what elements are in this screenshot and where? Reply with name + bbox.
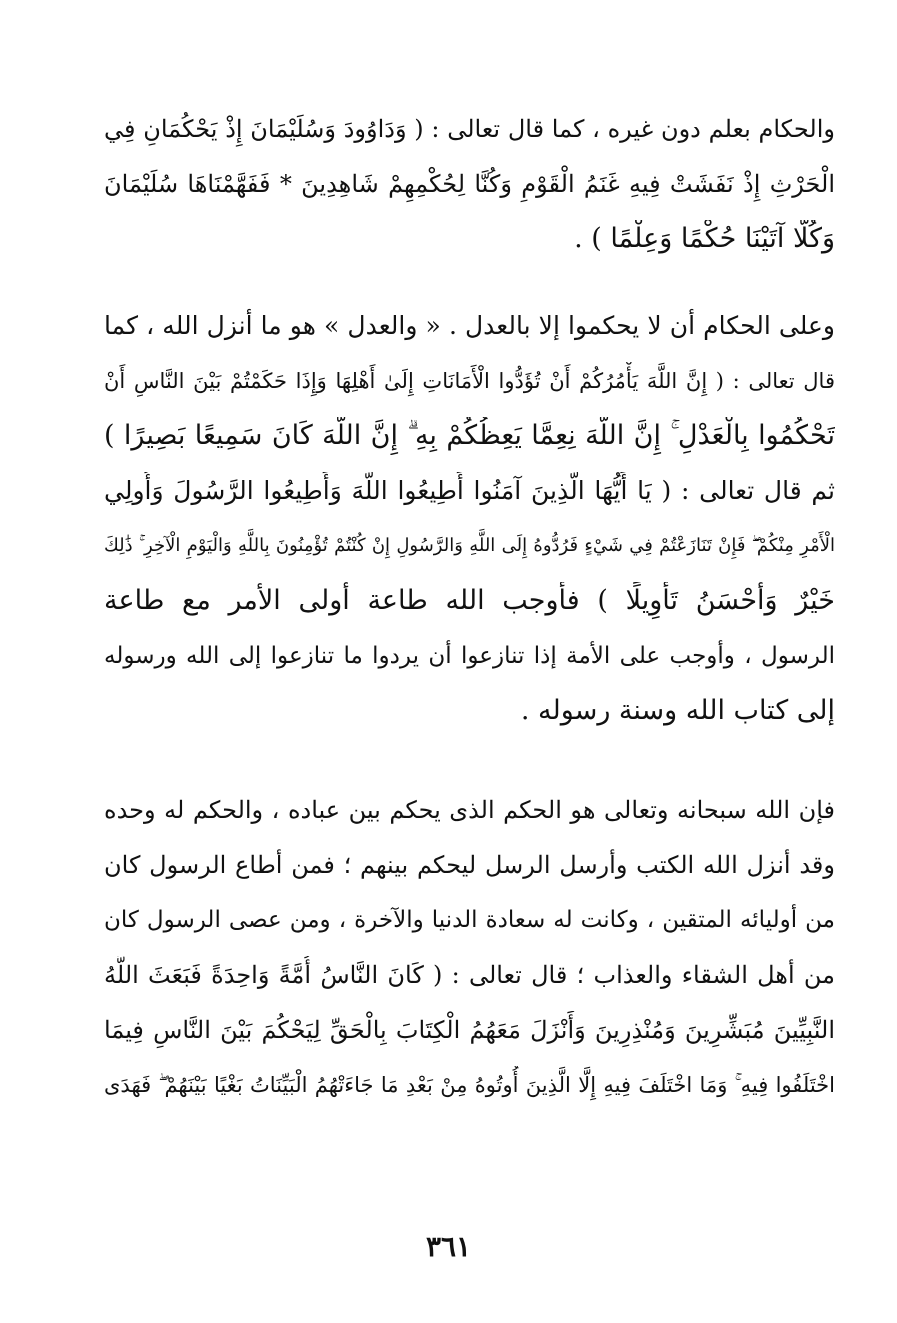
page-number: ٣٦١ xyxy=(425,1230,472,1263)
text-line: وعلى الحكام أن لا يحكموا إلا بالعدل . « والعدل » هو ما أنزل الله ، كما xyxy=(104,311,835,340)
text-line: من أهل الشقاء والعذاب ؛ قال تعالى : ( كَانَ النَّاسُ أُمَّةً وَاحِدَةً فَبَعَثَ اللَّهُ xyxy=(104,961,835,989)
text-line: النَّبِيِّينَ مُبَشِّرِينَ وَمُنْذِرِينَ وَأَنْزَلَ مَعَهُمُ الْكِتَابَ بِالْحَقِّ لِيَحْكُمَ بَيْنَ النَّاسِ فِيمَا xyxy=(104,1016,835,1044)
text-line: الرسول ، وأوجب على الأمة إذا تنازعوا أن يردوا ما تنازعوا إلى الله ورسوله xyxy=(104,643,835,669)
text-line: من أوليائه المتقين ، وكانت له سعادة الدنيا والآخرة ، ومن عصى الرسول كان xyxy=(104,907,835,933)
text-line: والحكام بعلم دون غيره ، كما قال تعالى : ( وَدَاوُودَ وَسُلَيْمَانَ إِذْ يَحْكُمَانِ فِي xyxy=(104,115,835,143)
text-line: تَحْكُمُوا بِالْعَدْلِ ۚ إِنَّ اللَّهَ نِعِمَّا يَعِظُكُمْ بِهِ ۗ إِنَّ اللَّهَ كَانَ سَمِيعًا بَصِيرًا ) xyxy=(104,420,835,451)
paragraph-gap xyxy=(104,275,835,307)
text-line: فإن الله سبحانه وتعالى هو الحكم الذى يحكم بين عباده ، والحكم له وحده xyxy=(104,796,835,824)
text-line: إلى كتاب الله وسنة رسوله . xyxy=(520,695,835,726)
text-line: الْأَمْرِ مِنْكُمْ ۖ فَإِنْ تَنَازَعْتُمْ فِي شَيْءٍ فَرُدُّوهُ إِلَى اللَّهِ وَالرَّسُولِ إِنْ كُنْتُمْ تُؤْمِنُونَ بِاللَّهِ وَالْيَوْمِ الْآخِرِ ۚ ذَٰلِكَ xyxy=(104,535,835,556)
text-line: خَيْرٌ وَأَحْسَنُ تَأْوِيلًا ) فأوجب الله طاعة أولى الأمر مع طاعة xyxy=(104,585,835,616)
text-line: ثم قال تعالى : ( يَا أَيُّهَا الَّذِينَ آمَنُوا أَطِيعُوا اللَّهَ وَأَطِيعُوا الرَّسُولَ وَأُولِي xyxy=(104,476,835,505)
text-line: وقد أنزل الله الكتب وأرسل الرسل ليحكم بينهم ؛ فمن أطاع الرسول كان xyxy=(104,851,835,879)
text-line: وَكُلًّا آتَيْنَا حُكْمًا وَعِلْمًا ) . xyxy=(574,223,835,254)
paragraph-gap xyxy=(104,747,835,791)
text-line: الْحَرْثِ إِذْ نَفَشَتْ فِيهِ غَنَمُ الْقَوْمِ وَكُنَّا لِحُكْمِهِمْ شَاهِدِينَ * فَفَهَّمْنَاهَا سُلَيْمَانَ xyxy=(104,170,835,198)
text-line: اخْتَلَفُوا فِيهِ ۚ وَمَا اخْتَلَفَ فِيهِ إِلَّا الَّذِينَ أُوتُوهُ مِنْ بَعْدِ مَا جَاءَتْهُمُ الْبَيِّنَاتُ بَغْيًا بَيْنَهُمْ ۖ فَهَدَى xyxy=(104,1073,835,1097)
text-line: قال تعالى : ( إِنَّ اللَّهَ يَأْمُرُكُمْ أَنْ تُؤَدُّوا الْأَمَانَاتِ إِلَىٰ أَهْلِهَا وَإِذَا حَكَمْتُمْ بَيْنَ النَّاسِ أَنْ xyxy=(104,369,835,393)
